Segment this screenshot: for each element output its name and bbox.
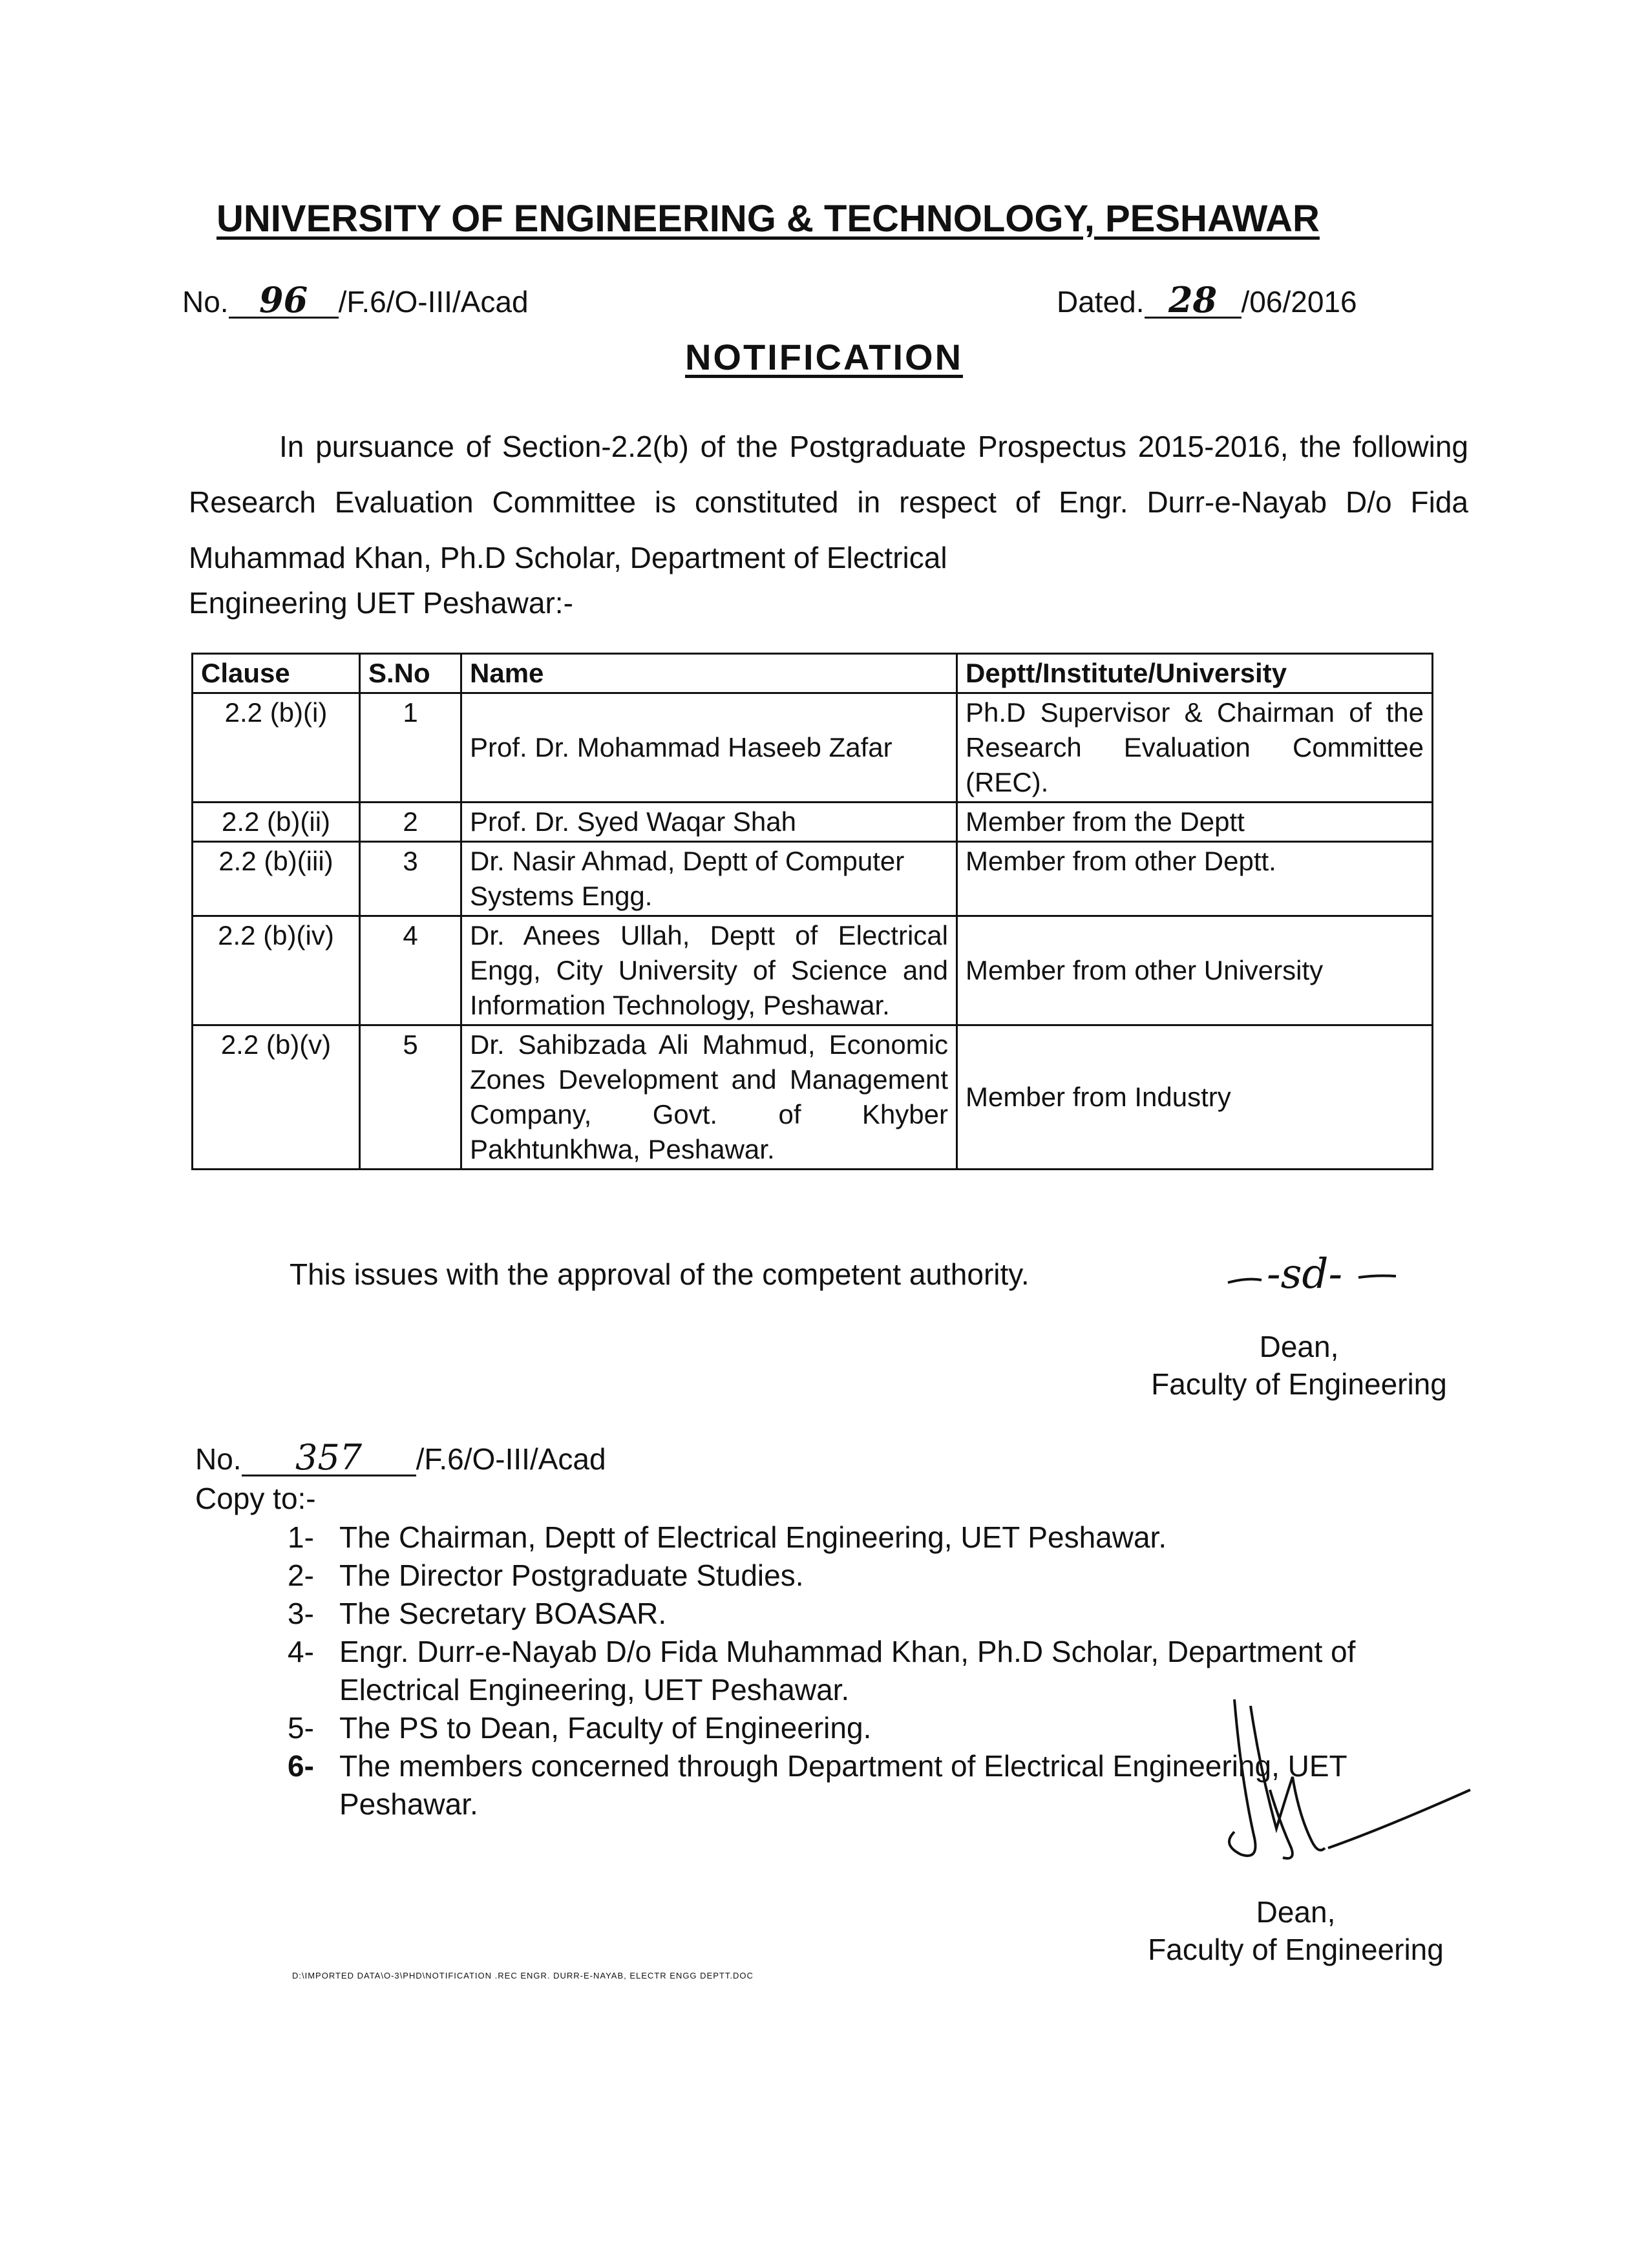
copy-to-label: Copy to:-: [195, 1482, 316, 1515]
cell-sno: 2: [360, 803, 461, 842]
cell-name: Dr. Anees Ullah, Deptt of Electrical Engg, City University of Science and Information Technology, Peshawar.: [461, 916, 957, 1025]
list-item-text: The Secretary BOASAR.: [339, 1597, 667, 1630]
cell-sno: 4: [360, 916, 461, 1025]
ref-suffix: /F.6/O-III/Acad: [338, 285, 529, 319]
body-paragraph: In pursuance of Section-2.2(b) of the Postgraduate Prospectus 2015-2016, the following Research Evaluation Committee is constituted in respect of Engr. Durr-e-Nayab D/o Fida Muhammad Khan, Ph.D Scholar, Department of Electrical: [189, 430, 1468, 574]
handwritten-date-day: 28: [1145, 283, 1241, 319]
list-item-number: 4-: [288, 1635, 314, 1668]
document-file-path: D:\IMPORTED DATA\O-3\PHD\NOTIFICATION .REC ENGR. DURR-E-NAYAB, ELECTR ENGG DEPTT.DOC: [292, 1971, 754, 1980]
cell-dept: Member from Industry: [957, 1025, 1433, 1170]
header-dept: Deptt/Institute/University: [957, 654, 1433, 693]
cell-dept: Member from other Deptt.: [957, 842, 1433, 916]
list-item: [288, 1595, 1483, 1633]
cell-dept: Member from other University: [957, 916, 1433, 1025]
header-clause: Clause: [193, 654, 360, 693]
copy-ref-suffix: /F.6/O-III/Acad: [416, 1442, 606, 1476]
cell-sno: 3: [360, 842, 461, 916]
notification-title: NOTIFICATION: [684, 337, 964, 377]
list-item-number: 5-: [288, 1711, 314, 1745]
list-item: [288, 1633, 1483, 1709]
table-row: [193, 916, 1433, 1025]
cell-sno: 5: [360, 1025, 461, 1170]
signatory-block-1: [1137, 1328, 1461, 1403]
list-item-number: 3-: [288, 1597, 314, 1630]
handwritten-signature: [1215, 1699, 1486, 1900]
notification-heading: [0, 336, 1648, 378]
list-item-text: The members concerned through Department of Electrical Engineering, UET Peshawar.: [339, 1749, 1347, 1821]
cell-clause: 2.2 (b)(iii): [193, 842, 360, 916]
signatory-block-2: [1131, 1893, 1461, 1968]
cell-clause: 2.2 (b)(iv): [193, 916, 360, 1025]
cell-dept: Member from the Deptt: [957, 803, 1433, 842]
list-item-number: 2-: [288, 1559, 314, 1592]
copy-ref-prefix: No.: [195, 1442, 242, 1476]
signatory-office: Faculty of Engineering: [1148, 1933, 1444, 1966]
table-row: [193, 693, 1433, 803]
reference-number: [182, 279, 529, 320]
cell-name: Prof. Dr. Syed Waqar Shah: [461, 803, 957, 842]
cell-name: Dr. Nasir Ahmad, Deptt of Computer Systems Engg.: [461, 842, 957, 916]
cell-clause: 2.2 (b)(i): [193, 693, 360, 803]
list-item-number: 6-: [288, 1749, 314, 1783]
list-item-text: The PS to Dean, Faculty of Engineering.: [339, 1711, 872, 1745]
header-name: Name: [461, 654, 957, 693]
cell-clause: 2.2 (b)(v): [193, 1025, 360, 1170]
signatory-title: Dean,: [1256, 1895, 1336, 1929]
date-prefix: Dated.: [1057, 285, 1145, 319]
header-sno: S.No: [360, 654, 461, 693]
list-item-number: 1-: [288, 1520, 314, 1554]
date-suffix: /06/2016: [1241, 285, 1357, 319]
list-item: [288, 1557, 1483, 1595]
handwritten-copy-number: 357: [242, 1441, 416, 1476]
table-header-row: [193, 654, 1433, 693]
cell-dept: Ph.D Supervisor & Chairman of the Research Evaluation Committee (REC).: [957, 693, 1433, 803]
table-row: [193, 842, 1433, 916]
university-title: UNIVERSITY OF ENGINEERING & TECHNOLOGY, PESHAWAR: [217, 198, 1320, 240]
signature-sd-mark: [1221, 1237, 1402, 1316]
list-item-text: The Director Postgraduate Studies.: [339, 1559, 804, 1592]
copy-reference-number: [195, 1437, 606, 1478]
ref-prefix: No.: [182, 285, 229, 319]
cell-name: Prof. Dr. Mohammad Haseeb Zafar: [461, 693, 957, 803]
approval-statement: This issues with the approval of the competent authority.: [290, 1257, 1030, 1291]
notification-date: [1057, 279, 1357, 320]
table-row: [193, 1025, 1433, 1170]
body-paragraph-last-line: Engineering UET Peshawar:-: [189, 586, 573, 620]
signature-icon: [1215, 1699, 1486, 1893]
cell-clause: 2.2 (b)(ii): [193, 803, 360, 842]
signature-scribble-icon: [1221, 1237, 1402, 1308]
handwritten-ref-number: 96: [229, 283, 339, 319]
signature-sd-text: -sd-: [1267, 1250, 1343, 1298]
committee-table: [191, 653, 1433, 1170]
list-item-text: Engr. Durr-e-Nayab D/o Fida Muhammad Khan, Ph.D Scholar, Department of Electrical Engineering, UET Peshawar.: [339, 1635, 1356, 1706]
list-item-text: The Chairman, Deptt of Electrical Engineering, UET Peshawar.: [339, 1520, 1167, 1554]
signatory-office: Faculty of Engineering: [1151, 1367, 1447, 1401]
table-row: [193, 803, 1433, 842]
signatory-title: Dean,: [1259, 1330, 1339, 1363]
cell-sno: 1: [360, 693, 461, 803]
list-item: [288, 1518, 1483, 1557]
cell-name: Dr. Sahibzada Ali Mahmud, Economic Zones Development and Management Company, Govt. of Khyber Pakhtunkhwa, Peshawar.: [461, 1025, 957, 1170]
